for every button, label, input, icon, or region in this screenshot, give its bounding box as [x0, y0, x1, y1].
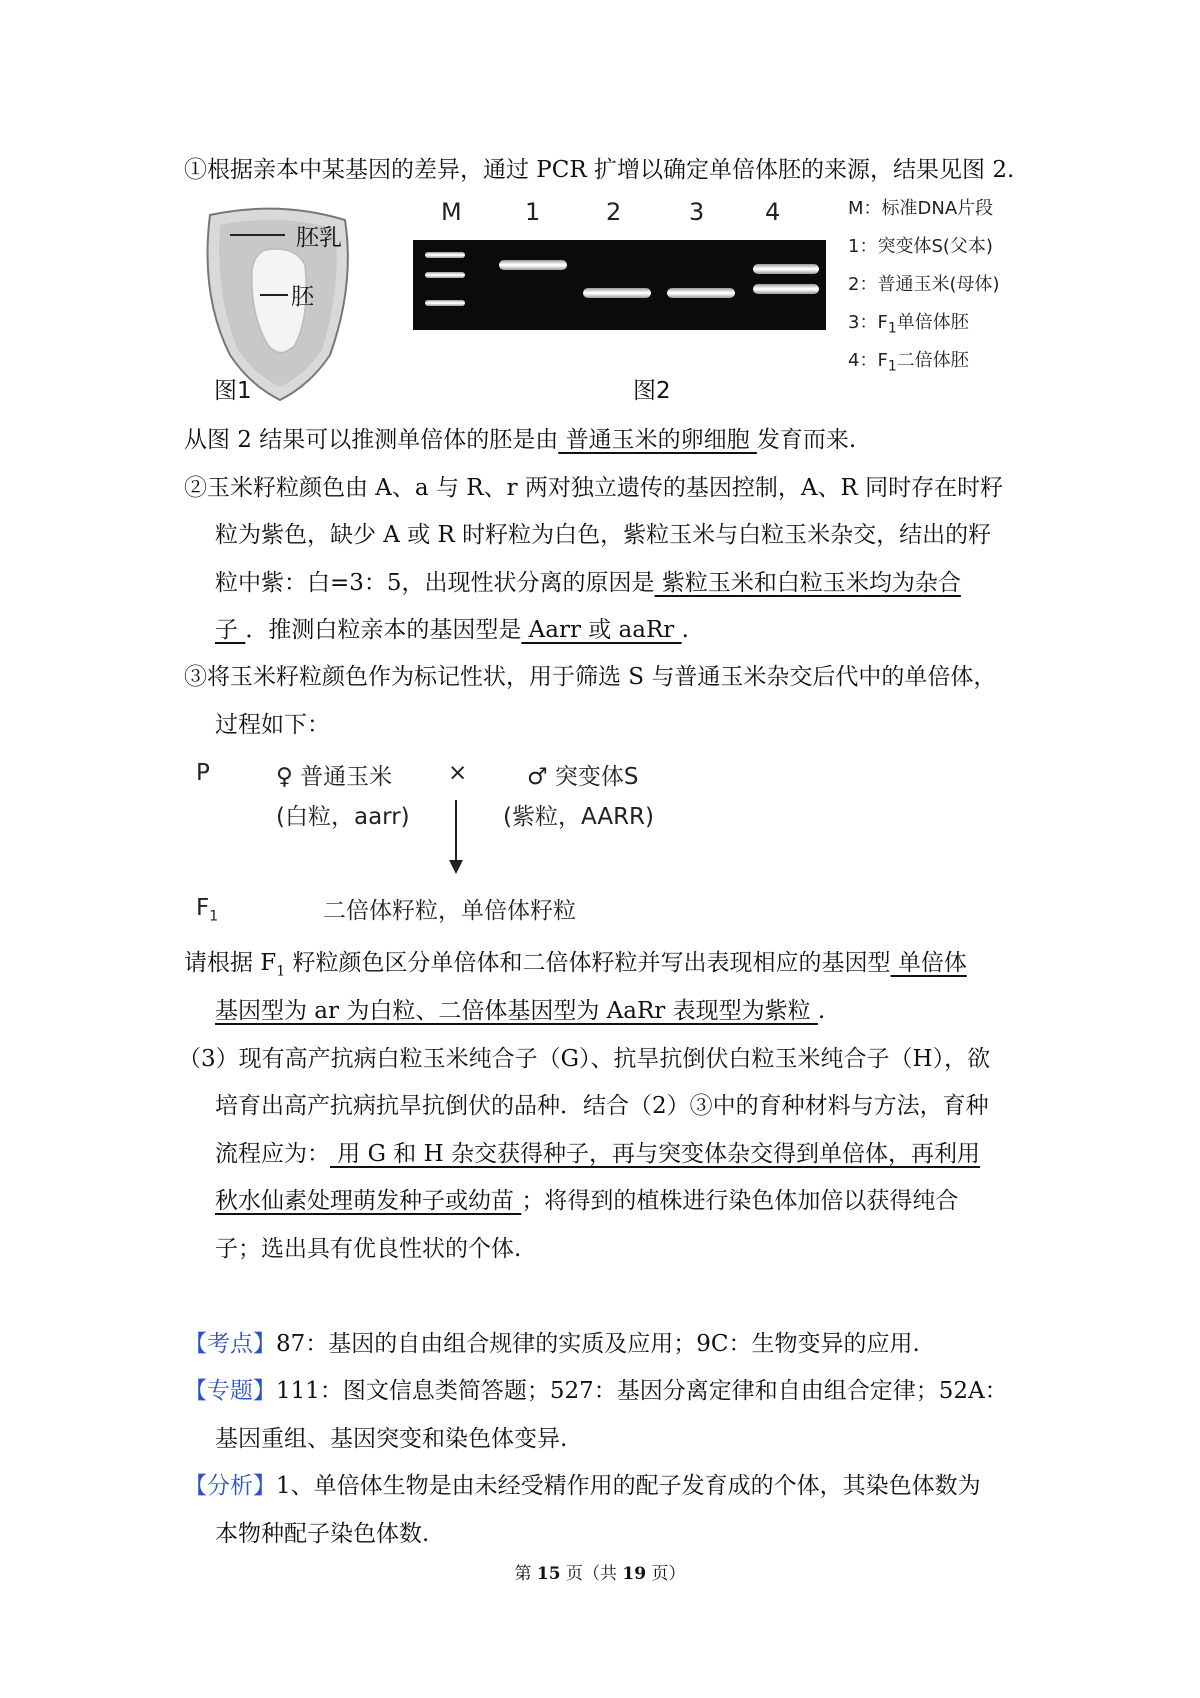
question-line-10: 基因型为 ar 为白粒、二倍体基因型为 AaRr 表现型为紫粒 . — [215, 998, 826, 1024]
lane-label-2: 2 — [606, 198, 622, 226]
question-line-7: ③将玉米籽粒颜色作为标记性状，用于筛选 S 与普通玉米杂交后代中的单倍体， — [184, 664, 997, 690]
embryo-label: 胚 — [291, 284, 314, 310]
kaodian-line: 【考点】87：基因的自由组合规律的实质及应用；9C：生物变异的应用. — [184, 1331, 920, 1357]
lane-label-3: 3 — [689, 198, 705, 226]
cross-offspring: 二倍体籽粒，单倍体籽粒 — [323, 898, 576, 924]
answer-blank: 秋水仙素处理萌发种子或幼苗 — [215, 1188, 522, 1214]
legend-3: 3：$F_1$单倍体胚 — [848, 312, 969, 337]
zhuanti-tag: 【专题】 — [184, 1378, 276, 1404]
marker-band — [425, 300, 465, 306]
question-line-12: 培育出高产抗病抗旱抗倒伏的品种．结合（2）③中的育种材料与方法，育种 — [215, 1093, 989, 1119]
answer-blank: 基因型为 ar 为白粒、二倍体基因型为 AaRr 表现型为紫粒 — [215, 998, 818, 1024]
marker-band — [425, 252, 465, 258]
answer-blank: 紫粒玉米和白粒玉米均为杂合 — [654, 570, 961, 596]
lane-2-band — [583, 288, 651, 298]
arrow-head-icon — [449, 860, 463, 874]
cross-times-sign: × — [448, 760, 468, 786]
zhuanti-line-2: 基因重组、基因突变和染色体变异. — [215, 1426, 568, 1452]
figure2-caption: 图2 — [633, 378, 671, 404]
question-line-4: 粒为紫色，缺少 A 或 R 时籽粒为白色，紫粒玉米与白粒玉米杂交，结出的籽 — [215, 522, 992, 548]
question-line-14: 秋水仙素处理萌发种子或幼苗 ；将得到的植株进行染色体加倍以获得纯合 — [215, 1188, 959, 1214]
fenxi-line: 【分析】1、单倍体生物是由未经受精作用的配子发育成的个体，其染色体数为 — [184, 1473, 981, 1499]
answer-blank: Aarr 或 aaRr — [521, 617, 682, 643]
fenxi-tag: 【分析】 — [184, 1473, 276, 1499]
legend-2: 2：普通玉米(母体) — [848, 274, 1000, 295]
legend-4: 4：$F_1$二倍体胚 — [848, 350, 969, 375]
lane-label-4: 4 — [765, 198, 781, 226]
question-line-5: 粒中紫：白=3：5，出现性状分离的原因是 紫粒玉米和白粒玉米均为杂合 — [215, 570, 961, 596]
kaodian-tag: 【考点】 — [184, 1331, 276, 1357]
gel-legend — [848, 190, 1000, 380]
question-line-13: 流程应为： 用 G 和 H 杂交获得种子，再与突变体杂交得到单倍体，再利用 — [215, 1141, 980, 1167]
page-total: 19 — [622, 1564, 647, 1584]
question-line-9: 请根据 $F_1$ 籽粒颜色区分单倍体和二倍体籽粒并写出表现相应的基因型 单倍体 — [184, 950, 967, 980]
legend-m: M：标准DNA片段 — [848, 198, 994, 219]
cross-f1-label: $F_1$ — [196, 895, 219, 925]
lane-label-1: 1 — [525, 198, 541, 226]
marker-band — [425, 272, 465, 278]
answer-blank: 普通玉米的卵细胞 — [558, 427, 757, 453]
cross-female: ♀ 普通玉米 — [276, 764, 393, 790]
endosperm-label: 胚乳 — [296, 225, 342, 251]
legend-1: 1：突变体S(父本) — [848, 236, 993, 257]
question-line-6: 子 ．推测白粒亲本的基因型是 Aarr 或 aaRr . — [215, 617, 689, 643]
corn-kernel-figure — [180, 205, 380, 405]
cross-female-genotype: (白粒，aarr) — [276, 804, 410, 830]
question-line-8: 过程如下： — [215, 712, 330, 738]
answer-blank: 用 G 和 H 杂交获得种子，再与突变体杂交得到单倍体，再利用 — [330, 1141, 980, 1167]
lane-1-band — [499, 260, 567, 270]
figure1-caption: 图1 — [214, 378, 252, 404]
question-line-3: ②玉米籽粒颜色由 A、a 与 R、r 两对独立遗传的基因控制，A、R 同时存在时籽 — [184, 475, 1004, 501]
zhuanti-line: 【专题】111：图文信息类简答题；527：基因分离定律和自由组合定律；52A： — [184, 1378, 1008, 1404]
lane-4-band-lower — [753, 284, 819, 294]
cross-p-label: P — [196, 760, 210, 786]
answer-line-embryo-origin: 从图 2 结果可以推测单倍体的胚是由 普通玉米的卵细胞 发育而来. — [184, 427, 857, 453]
cross-arrow-icon — [455, 800, 457, 865]
cross-male-genotype: (紫粒，AARR) — [503, 804, 655, 830]
lane-3-band — [667, 288, 735, 298]
gel-image — [413, 240, 826, 330]
question-line-11: （3）现有高产抗病白粒玉米纯合子（G）、抗旱抗倒伏白粒玉米纯合子（H），欲 — [178, 1046, 991, 1072]
lane-4-band-upper — [753, 264, 819, 274]
page-footer: 第 15 页（共 19 页） — [514, 1564, 686, 1584]
answer-blank: 单倍体 — [890, 950, 967, 976]
page-number: 15 — [536, 1564, 561, 1584]
fenxi-line-2: 本物种配子染色体数. — [215, 1521, 430, 1547]
cross-male: ♂ 突变体S — [527, 764, 639, 790]
question-line-1: ①根据亲本中某基因的差异，通过 PCR 扩增以确定单倍体胚的来源，结果见图 2. — [184, 157, 1015, 183]
answer-blank: 子 — [215, 617, 246, 643]
question-line-15: 子；选出具有优良性状的个体. — [215, 1236, 522, 1262]
lane-label-m: M — [441, 198, 462, 226]
